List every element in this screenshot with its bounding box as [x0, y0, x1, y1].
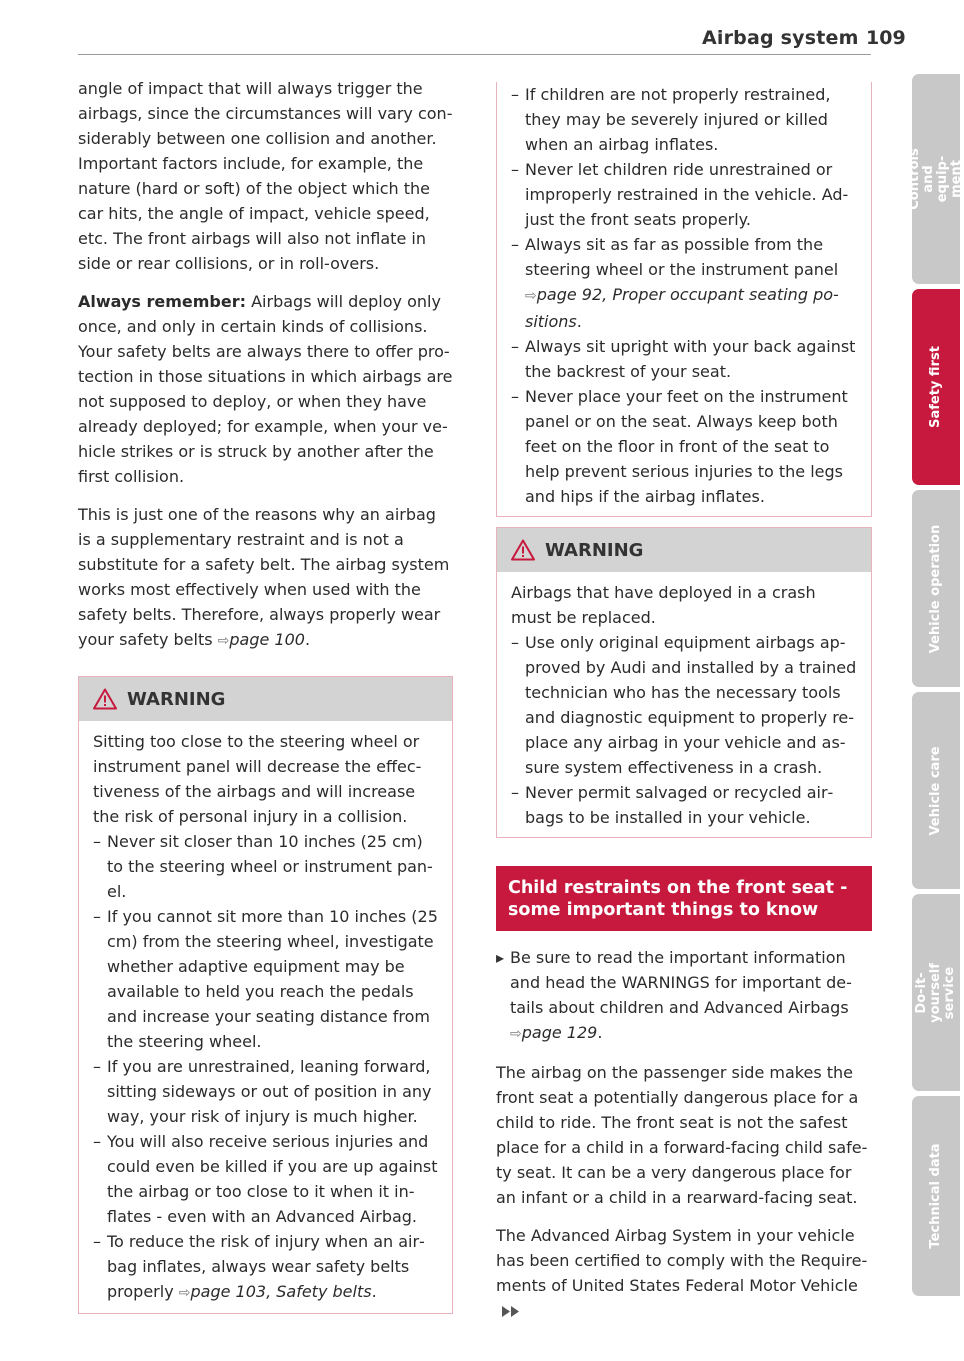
reasons-end: . — [304, 630, 311, 649]
side-tab-controls[interactable] — [907, 74, 964, 284]
remember-paragraph — [78, 289, 453, 489]
list-item: – Never sit closer than 10 inches (25 cm) to the steering wheel or instrument panel. — [93, 829, 440, 904]
warning-continued-list — [511, 82, 859, 509]
list-item — [93, 1229, 440, 1306]
side-tab-vehicle-care[interactable] — [912, 692, 960, 889]
list-item-end: . — [576, 312, 582, 331]
warning-title: WARNING — [127, 688, 226, 710]
warning-intro: Sitting too close to the steering wheel or instrument panel will decrease the effectiveness of the airbags and will increase the risk of personal injury in a collision. — [93, 732, 422, 826]
warning-triangle-icon — [511, 539, 535, 561]
list-item-text: Always sit as far as possible from the steering wheel or the instrument panel — [525, 235, 839, 279]
warning-body — [79, 721, 452, 1313]
list-item-text: To reduce the risk of injury when an airbag inflates, always wear safety belts properly — [107, 1232, 425, 1301]
page-reference-link[interactable]: page 92, Proper occupant seating positions — [525, 285, 839, 331]
side-tab-safety-first[interactable] — [912, 289, 960, 485]
list-item: – Never place your feet on the instrument panel or on the seat. Always keep both feet on the floor in front of the seat to help prevent serious injuries to the legs and hips if the airbag inflates. — [511, 384, 859, 509]
warning-triangle-icon — [93, 688, 117, 710]
warning-box-replacement — [496, 527, 872, 838]
warning-continued-body — [497, 82, 871, 516]
warning-title: WARNING — [545, 539, 644, 561]
side-tab-vehicle-operation[interactable] — [912, 490, 960, 687]
page-reference-link[interactable]: page 103, Safety belts — [190, 1282, 372, 1301]
left-column — [78, 76, 453, 1314]
list-item: – If children are not properly restrained, they may be severely injured or killed when an airbag inflates. — [511, 82, 859, 157]
arrow-right-icon: ⇨ — [178, 1285, 191, 1301]
right-column — [496, 82, 872, 1336]
page-number: 109 — [866, 27, 906, 49]
warning-header — [497, 528, 871, 572]
side-tab-label: Do-it-yourself service — [914, 962, 957, 1023]
reasons-text: This is just one of the reasons why an airbag is a supplementary restraint and is not a substitute for a safety belt. The airbag system works most effectively when used with the safety belts. Therefore, always properly wear your safety belts — [78, 505, 450, 649]
remember-text: Airbags will deploy only once, and only in certain kinds of collisions. Your safety belts are always there to offer protection in those situations in which airbags are not supposed to deploy, or when they have already deployed; for example, when your vehicle strikes or is struck by another after the first collision. — [78, 292, 453, 486]
header-rule — [78, 54, 871, 55]
side-tab-technical-data[interactable] — [912, 1096, 960, 1296]
paragraph-text: The Advanced Airbag System in your vehicle has been certified to comply with the Requirements of United States Federal Motor Vehicle — [496, 1226, 868, 1295]
arrow-right-icon: ⇨ — [510, 1026, 522, 1042]
list-item-end: . — [371, 1282, 377, 1301]
side-tab-label: Safety first — [928, 346, 943, 428]
side-tab-label: Vehicle care — [928, 745, 943, 836]
warning-box-steering — [78, 676, 453, 1314]
warning-list — [93, 829, 440, 1306]
body-paragraph-continued — [496, 1223, 872, 1323]
warning-box-continued — [496, 82, 872, 517]
list-item: – You will also receive serious injuries and could even be killed if you are up against the airbag or too close to it when it inflates - even with an Advanced Airbag. — [93, 1129, 440, 1229]
side-tab-label: Technical data — [928, 1143, 943, 1249]
intro-paragraph: angle of impact that will always trigger the airbags, since the circumstances will vary considerably between one collision and another. Important factors include, for example, the nature (hard or soft) of the object which the car hits, the angle of impact, vehicle speed, etc. The front airbags will also not inflate in side or rear collisions, or in roll-overs. — [78, 79, 453, 273]
body-paragraph: The airbag on the passenger side makes the front seat a potentially dangerous place for a child to ride. The front seat is not the safest place for a child in a forward-facing child safety seat. It can be a very dangerous place for an infant or a child in a rearward-facing seat. — [496, 1063, 868, 1207]
warning-body — [497, 572, 871, 837]
warning-intro: Airbags that have deployed in a crash must be replaced. — [511, 583, 816, 627]
list-item: – If you cannot sit more than 10 inches (25 cm) from the steering wheel, investigate whether adaptive equipment may be available to held you reach the pedals and increase your seating distance from the steering wheel. — [93, 904, 440, 1054]
warning-list — [511, 630, 859, 830]
side-tab-label: Vehicle operation — [928, 524, 943, 653]
page-reference-link[interactable]: page 100 — [229, 630, 305, 649]
arrow-right-icon: ⇨ — [217, 633, 230, 649]
bullet-end: . — [597, 1023, 603, 1042]
list-item — [511, 232, 859, 334]
list-item: – Never let children ride unrestrained or improperly restrained in the vehicle. Adjust the front seats properly. — [511, 157, 859, 232]
warning-header — [79, 677, 452, 721]
page-reference-link[interactable]: page 129 — [521, 1023, 598, 1042]
running-header-section: Airbag system — [702, 27, 859, 49]
arrow-right-icon: ⇨ — [525, 288, 537, 304]
continue-arrow-icon — [502, 1306, 520, 1317]
list-item: – If you are unrestrained, leaning forward, sitting sideways or out of position in any way, your risk of injury is much higher. — [93, 1054, 440, 1129]
side-tab-do-it-yourself[interactable] — [912, 894, 960, 1091]
section-heading-child-restraints: Child restraints on the front seat - some important things to know — [496, 866, 872, 931]
bullet-text: Be sure to read the important information and head the WARNINGS for important details about children and Advanced Airbags — [510, 948, 852, 1017]
remember-lead: Always remember: — [78, 292, 247, 311]
instruction-bullet — [496, 945, 872, 1047]
side-tab-label: Controls and equip- ment — [907, 148, 964, 210]
list-item: – Always sit upright with your back against the backrest of your seat. — [511, 334, 859, 384]
list-item: – Use only original equipment airbags approved by Audi and installed by a trained technician who has the necessary tools and diagnostic equipment to properly replace any airbag in your vehicle and assure system effectiveness in a crash. — [511, 630, 859, 780]
list-item: – Never permit salvaged or recycled airbags to be installed in your vehicle. — [511, 780, 859, 830]
reasons-paragraph — [78, 502, 453, 654]
